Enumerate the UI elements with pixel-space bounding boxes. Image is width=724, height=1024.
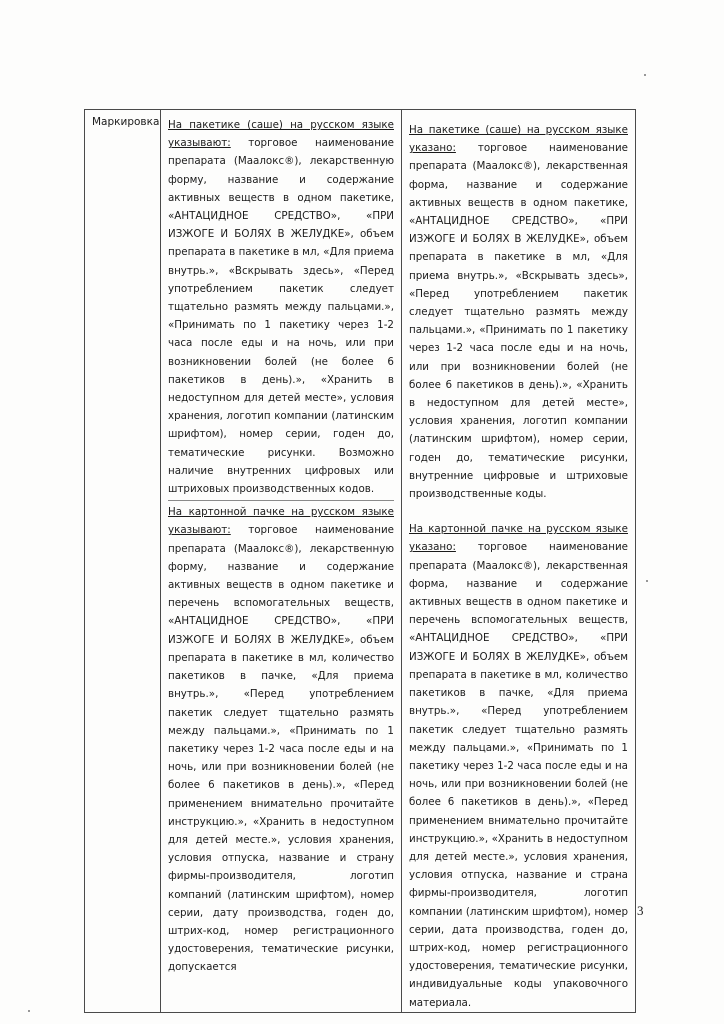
column-a-cell: [161, 110, 402, 1013]
column-b-cell: [402, 110, 636, 1013]
table-row: [85, 110, 636, 1013]
row-label-cell: [85, 110, 161, 1013]
scan-speck: [28, 1010, 30, 1012]
col-b-carton-heading: На картонной пачке на русском языке указано:: [409, 523, 628, 554]
col-a-carton-text: торговое наименование препарата (Маалокс®), лекарственную форму, название и содержание активных веществ в одном пакетике и перечень вспомогательных веществ, «АНТАЦИДНОЕ СРЕДСТВО», «ПРИ ИЗЖОГЕ И БОЛЯХ В ЖЕЛУДКЕ», объем препарата в пакетике в мл, количество пакетиков в пачке, «Для приема внутрь.», «Перед употреблением пакетик следует тщательно размять между пальцами.», «Принимать по 1 пакетику через 1-2 часа после еды и на ночь, или при возникновении болей (не более 6 пакетиков в день).», «Перед применением внимательно прочитайте инструкцию.», «Хранить в недоступном для детей месте.», условия хранения, условия отпуска, название и страну фирмы-производителя, логотип компаний (латинским шрифтом), номер серии, дату производства, годен до, штрих-код, номер регистрационного удостоверения, тематические рисунки, допускается: [168, 524, 394, 974]
col-b-carton-section: [409, 520, 628, 1011]
col-b-sachet-section: [409, 121, 628, 503]
col-a-sachet-heading: На пакетике (саше) на русском языке указывают:: [168, 119, 394, 150]
scan-speck: [646, 580, 648, 582]
col-a-carton-heading: На картонной пачке на русском языке указывают:: [168, 506, 394, 537]
row-label: Маркировка: [92, 116, 160, 128]
col-a-sachet-text: торговое наименование препарата (Маалокс®), лекарственную форму, название и содержание активных веществ в одном пакетике, «АНТАЦИДНОЕ СРЕДСТВО», «ПРИ ИЗЖОГЕ И БОЛЯХ В ЖЕЛУДКЕ», объем препарата в пакетике в мл, «Для приема внутрь.», «Вскрывать здесь», «Перед употреблением пакетик следует тщательно размять между пальцами.», «Принимать по 1 пакетику через 1-2 часа после еды и на ночь, или при возникновении болей (не более 6 пакетиков в день).», «Хранить в недоступном для детей месте», условия хранения, логотип компании (латинским шрифтом), номер серии, годен до, тематические рисунки. Возможно наличие внутренних цифровых или штриховых производственных кодов.: [168, 137, 394, 496]
marking-table: [84, 109, 636, 1013]
page-number: 3: [637, 903, 644, 918]
col-b-carton-text: торговое наименование препарата (Маалокс®), лекарственная форма, название и содержание активных веществ в одном пакетике и перечень вспомогательных веществ, «АНТАЦИДНОЕ СРЕДСТВО», «ПРИ ИЗЖОГЕ И БОЛЯХ В ЖЕЛУДКЕ», объем препарата в пакетике в мл, количество пакетиков в пачке, «Для приема внутрь.», «Перед употреблением пакетик следует тщательно размять между пальцами.», «Принимать по 1 пакетику через 1-2 часа после еды и на ночь, или при возникновении болей (не более 6 пакетиков в день).», «Перед применением внимательно прочитайте инструкцию.», «Хранить в недоступном для детей месте.», условия хранения, условия отпуска, название и страна фирмы-производителя, логотип компании (латинским шрифтом), номер серии, дата производства, годен до, штрих-код, номер регистрационного удостоверения, тематические рисунки, индивидуальные коды упаковочного материала.: [409, 541, 628, 1009]
col-a-sachet-section: [168, 116, 394, 498]
col-b-sachet-heading: На пакетике (саше) на русском языке указано:: [409, 124, 628, 155]
col-a-carton-section: [168, 500, 394, 976]
col-b-sachet-text: торговое наименование препарата (Маалокс®), лекарственная форма, название и содержание активных веществ в одном пакетике, «АНТАЦИДНОЕ СРЕДСТВО», «ПРИ ИЗЖОГЕ И БОЛЯХ В ЖЕЛУДКЕ», объем препарата в пакетике в мл, «Для приема внутрь.», «Вскрывать здесь», «Перед употреблением пакетик следует тщательно размять между пальцами.», «Принимать по 1 пакетику через 1-2 часа после еды и на ночь, или при возникновении болей (не более 6 пакетиков в день).», «Хранить в недоступном для детей месте», условия хранения, логотип компании (латинским шрифтом), номер серии, годен до, тематические рисунки, внутренние цифровые и штриховые производственные коды.: [409, 142, 628, 501]
scan-speck: [644, 74, 646, 76]
